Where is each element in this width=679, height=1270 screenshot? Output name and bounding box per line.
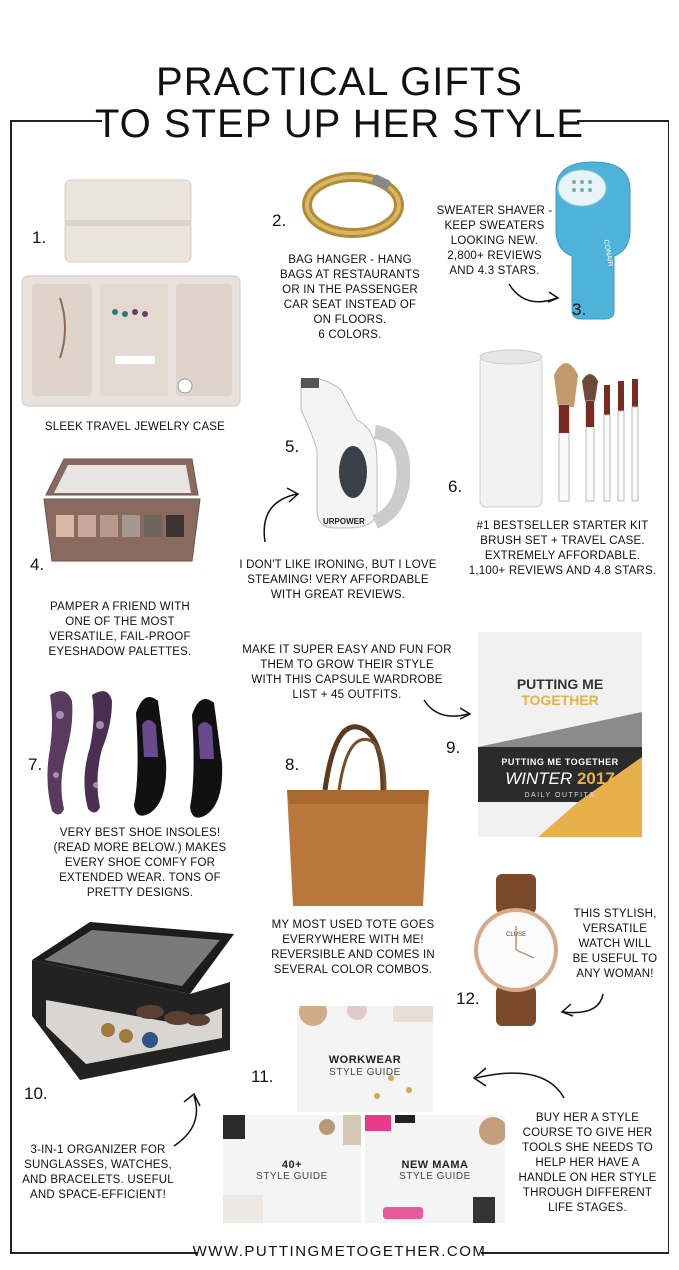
item-number-4: 4. (30, 555, 45, 574)
page-title-line1: PRACTICAL GIFTS (156, 60, 523, 104)
frame-right (668, 120, 670, 1253)
item-caption-11: BUY HER A STYLE COURSE TO GIVE HER TOOLS SHE NEEDS TO HELP HER HAVE A HANDLE ON HER STYLE THROUGH DIFFERENT LIFE STAGES. (518, 1112, 657, 1214)
arrow-icon-3 (505, 280, 565, 310)
item-number-5: 5. (285, 437, 300, 456)
item-caption-5: I DON'T LIKE IRONING, BUT I LOVE STEAMING! VERY AFFORDABLE WITH GREAT REVIEWS. (239, 559, 437, 601)
guide-title-new-mama: NEW MAMA (401, 1159, 469, 1171)
watch-brand-label: CLUSE (506, 932, 527, 938)
item-caption-2: BAG HANGER - HANG BAGS AT RESTAURANTS OR IN THE PASSENGER CAR SEAT INSTEAD OF ON FLOORS. 6 COLORS. (280, 254, 420, 341)
arrow-icon-5 (255, 486, 305, 546)
ebook-band-title: PUTTING ME TOGETHER (501, 757, 619, 767)
item-number-3: 3. (572, 300, 587, 319)
item-caption-3: SWEATER SHAVER - KEEP SWEATERS LOOKING NEW. 2,800+ REVIEWS AND 4.3 STARS. (436, 205, 553, 277)
arrow-icon-11 (464, 1062, 569, 1102)
tote-bag-image[interactable] (283, 720, 433, 910)
item-caption-10: 3-IN-1 ORGANIZER FOR SUNGLASSES, WATCHES, AND BRACELETS. USEFUL AND SPACE-EFFICIENT! (22, 1144, 174, 1201)
footer-url[interactable]: WWW.PUTTINGMETOGETHER.COM (192, 1243, 487, 1260)
frame-left (10, 120, 12, 1253)
shoe-insoles-image[interactable] (42, 685, 247, 820)
organizer-box-image[interactable] (30, 920, 235, 1085)
item-number-2: 2. (272, 211, 287, 230)
item-caption-12: THIS STYLISH, VERSATILE WATCH WILL BE USEFUL TO ANY WOMAN! (572, 908, 658, 980)
item-caption-4: PAMPER A FRIEND WITH ONE OF THE MOST VERSATILE, FAIL-PROOF EYESHADOW PALETTES. (48, 601, 192, 658)
guide-card-new-mama[interactable] (365, 1115, 505, 1223)
watch-image[interactable] (470, 870, 565, 1030)
steamer-image[interactable] (295, 372, 410, 532)
ebook-season (478, 769, 642, 789)
guide-subtitle-workwear: STYLE GUIDE (329, 1067, 401, 1078)
item-number-6: 6. (448, 477, 463, 496)
arrow-icon-12 (555, 990, 610, 1020)
item-number-8: 8. (285, 755, 300, 774)
item-caption-9: MAKE IT SUPER EASY AND FUN FOR THEM TO GROW THEIR STYLE WITH THIS CAPSULE WARDROBE LIST + 45 OUTFITS. (242, 644, 452, 701)
ebook-cover-title-2: TOGETHER (521, 692, 599, 708)
item-number-12: 12. (456, 989, 480, 1008)
ebook-year: 2017 (576, 769, 615, 788)
guide-title-40plus: 40+ (281, 1159, 303, 1171)
ebook-cover[interactable] (478, 632, 642, 837)
item-caption-6: #1 BESTSELLER STARTER KIT BRUSH SET + TRAVEL CASE. EXTREMELY AFFORDABLE. 1,100+ REVIEWS AND 4.8 STARS. (468, 520, 657, 577)
ebook-subtitle: DAILY OUTFITS (524, 792, 596, 799)
eyeshadow-palette-image[interactable] (42, 455, 202, 565)
item-number-9: 9. (446, 738, 461, 757)
arrow-icon-10 (168, 1090, 208, 1150)
guide-subtitle-new-mama: STYLE GUIDE (399, 1171, 471, 1182)
item-number-7: 7. (28, 755, 43, 774)
bag-hanger-image[interactable] (298, 165, 408, 245)
guide-card-workwear[interactable] (297, 1006, 433, 1112)
shaver-brand-label: CONAIR (602, 239, 614, 268)
item-caption-8: MY MOST USED TOTE GOES EVERYWHERE WITH ME! REVERSIBLE AND COMES IN SEVERAL COLOR COMBOS. (271, 919, 435, 976)
item-number-11: 11. (251, 1067, 274, 1086)
item-number-10: 10. (24, 1084, 48, 1103)
page-title-line2: TO STEP UP HER STYLE (94, 102, 585, 146)
ebook-cover-title-1: PUTTING ME (516, 676, 604, 692)
guide-card-40plus[interactable] (223, 1115, 361, 1223)
steamer-brand-label: URPOWER (323, 517, 365, 526)
item-caption-1: SLEEK TRAVEL JEWELRY CASE (44, 421, 226, 433)
item-caption-7: VERY BEST SHOE INSOLES! (READ MORE BELOW.) MAKES EVERY SHOE COMFY FOR EXTENDED WEAR. TONS OF PRETTY DESIGNS. (53, 827, 227, 899)
guide-title-workwear: WORKWEAR (328, 1054, 402, 1066)
item-number-1: 1. (32, 228, 47, 247)
jewelry-case-image[interactable] (20, 178, 245, 413)
brush-set-image[interactable] (476, 345, 646, 510)
ebook-season-word: WINTER (505, 769, 573, 788)
guide-subtitle-40plus: STYLE GUIDE (256, 1171, 328, 1182)
